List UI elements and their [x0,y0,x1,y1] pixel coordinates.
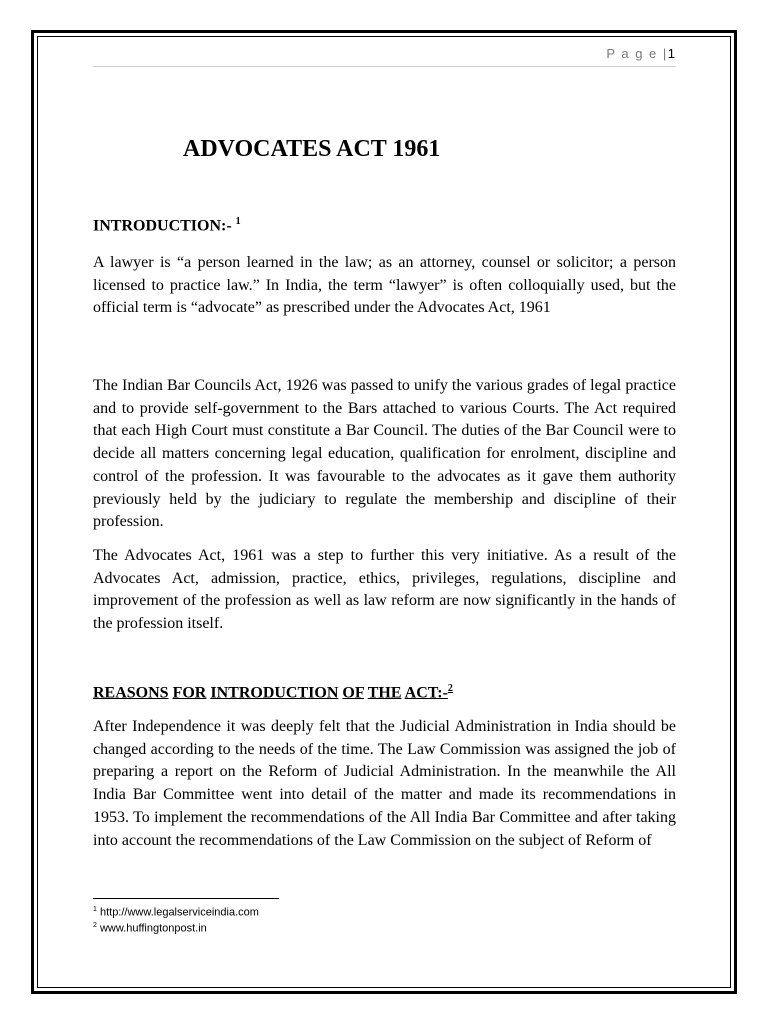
introduction-heading-text: INTRODUCTION:- [93,217,232,235]
reasons-heading-word: THE [367,684,402,702]
footnote-number: 2 [93,922,97,929]
reasons-heading-word: REASONS [93,684,169,702]
reasons-heading-word: FOR [172,684,207,702]
page-header [93,46,675,61]
intro-paragraph-3: The Advocates Act, 1961 was a step to further this very initiative. As a result of the Advocates Act, admission, practice, ethics, privileges, regulations, discipline and improvement of the profession as well as law reform are now significantly in the hands of the profession itself. [93,547,676,633]
header-divider [93,66,676,67]
reasons-heading-word: ACT:- [404,684,448,702]
reasons-heading-word: INTRODUCTION [210,684,339,702]
document-title: ADVOCATES ACT 1961 [183,136,441,162]
footnote-ref-2: 2 [447,683,453,694]
reasons-heading-word: OF [342,684,364,702]
page-label: P a g e | [606,46,668,61]
intro-paragraph-1: A lawyer is “a person learned in the law; as an attorney, counsel or solicitor; a person licensed to practice law.” In India, the term “lawyer” is often colloquially used, but the official term is “advocate” as prescribed under the Advocates Act, 1961 [93,254,676,317]
footnote-link: www.huffingtonpost.in [96,922,207,935]
footnote-number: 1 [93,906,97,913]
footnote-divider [93,898,279,899]
footnote-1 [93,906,259,919]
reasons-heading [93,683,453,702]
footnote-link: http://www.legalserviceindia.com [96,906,259,919]
reasons-paragraph: After Independence it was deeply felt that the Judicial Administration in India should be changed according to the needs of the time. The Law Commission was assigned the job of preparing a report on the Reform of Judicial Administration. In the meanwhile the All India Bar Committee went into detail of the matter and made its recommendations in 1953. To implement the recommendations of the All India Bar Committee and after taking into account the recommendations of the Law Commission on the subject of Reform of [93,718,676,849]
page-number: 1 [667,46,675,61]
introduction-heading [93,216,241,235]
footnote-2 [93,922,207,935]
intro-paragraph-2: The Indian Bar Councils Act, 1926 was passed to unify the various grades of legal practice and to provide self-government to the Bars attached to various Courts. The Act required that each High Court must constitute a Bar Council. The duties of the Bar Council were to decide all matters concerning legal education, qualification for enrolment, discipline and control of the profession. It was favourable to the advocates as it gave them authority previously held by the judiciary to regulate the membership and discipline of their profession. [93,377,676,531]
footnote-ref-1: 1 [235,216,241,227]
